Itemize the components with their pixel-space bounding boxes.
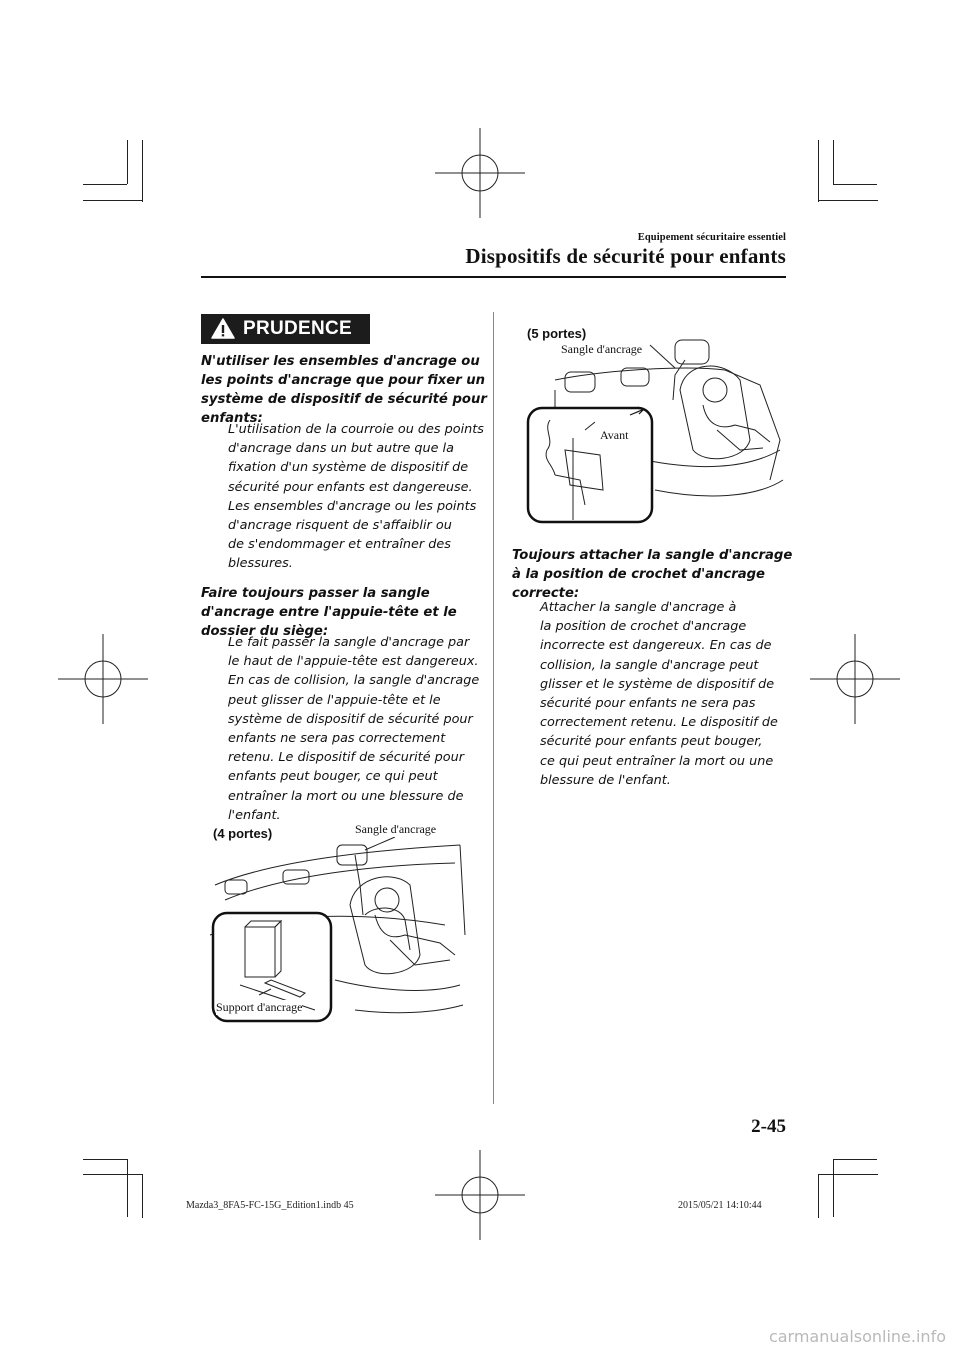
registration-mark-right [810, 634, 900, 724]
block3-body: Attacher la sangle d'ancrage à la position de crochet d'ancrage incorrecte est dangereux. En cas de collision, la sangle d'ancrage peut glisser et le système de dispositif de sécurité pour enfants ne sera pas correctement retenu. Le dispositif de sécurité pour enfants peut bouger, ce qui peut entraîner la mort ou une blessure de l'enfant. [540, 600, 778, 788]
page-number: 2-45 [751, 1116, 786, 1137]
callout-front: Avant [600, 428, 629, 442]
figure-4-label: (4 portes) [213, 826, 273, 841]
footer-file: Mazda3_8FA5-FC-15G_Edition1.indb 45 [186, 1200, 354, 1211]
page-title: Dispositifs de sécurité pour enfants [465, 244, 786, 268]
callout-tether-strap-5: Sangle d'ancrage [561, 342, 643, 356]
block2-body: Le fait passer la sangle d'ancrage par le haut de l'appuie-tête est dangereux. En cas de collision, la sangle d'ancrage peut glisser de l'appuie-tête et le système de dispositif de sécurité pour enfants ne sera pas correctement retenu. Le dispositif de sécurité pour enfants peut bouger, ce qui peut entraîner la mort ou une blessure de l'enfant. [228, 635, 480, 823]
registration-mark-left [58, 634, 148, 724]
illustration-4-doors [205, 815, 475, 1025]
warning-label: PRUDENCE [243, 318, 353, 339]
column-divider [493, 312, 494, 1104]
block3-heading: Toujours attacher la sangle d'ancrage à la position de crochet d'ancrage correcte: [512, 548, 793, 601]
illustration-5-doors [525, 330, 790, 525]
callout-tether-strap-4: Sangle d'ancrage [355, 822, 437, 836]
callout-anchor-bracket: Support d'ancrage [216, 1000, 303, 1014]
block1-body: L'utilisation de la courroie ou des points d'ancrage dans un but autre que la fixation d'un système de dispositif de sécurité pour enfants est dangereuse. Les ensembles d'ancrage ou les points d'ancrage risquent de s'affaiblir ou de s'endommager et entraîner des blessures. [228, 422, 484, 572]
block1-heading: N'utiliser les ensembles d'ancrage ou les points d'ancrage que pour fixer un système de dispositif de sécurité pour enfants: [201, 354, 487, 426]
footer-timestamp: 2015/05/21 14:10:44 [678, 1200, 762, 1211]
watermark: carmanualsonline.info [768, 1327, 946, 1346]
block2-heading: Faire toujours passer la sangle d'ancrage entre l'appuie-tête et le dossier du siège: [201, 586, 457, 639]
registration-mark-top [435, 128, 525, 218]
section-label: Equipement sécuritaire essentiel [637, 232, 786, 243]
figure-5-label: (5 portes) [527, 326, 587, 341]
registration-mark-bottom [435, 1150, 525, 1240]
warning-triangle-icon [211, 317, 235, 341]
warning-badge [201, 314, 370, 344]
header-rule [201, 276, 786, 278]
